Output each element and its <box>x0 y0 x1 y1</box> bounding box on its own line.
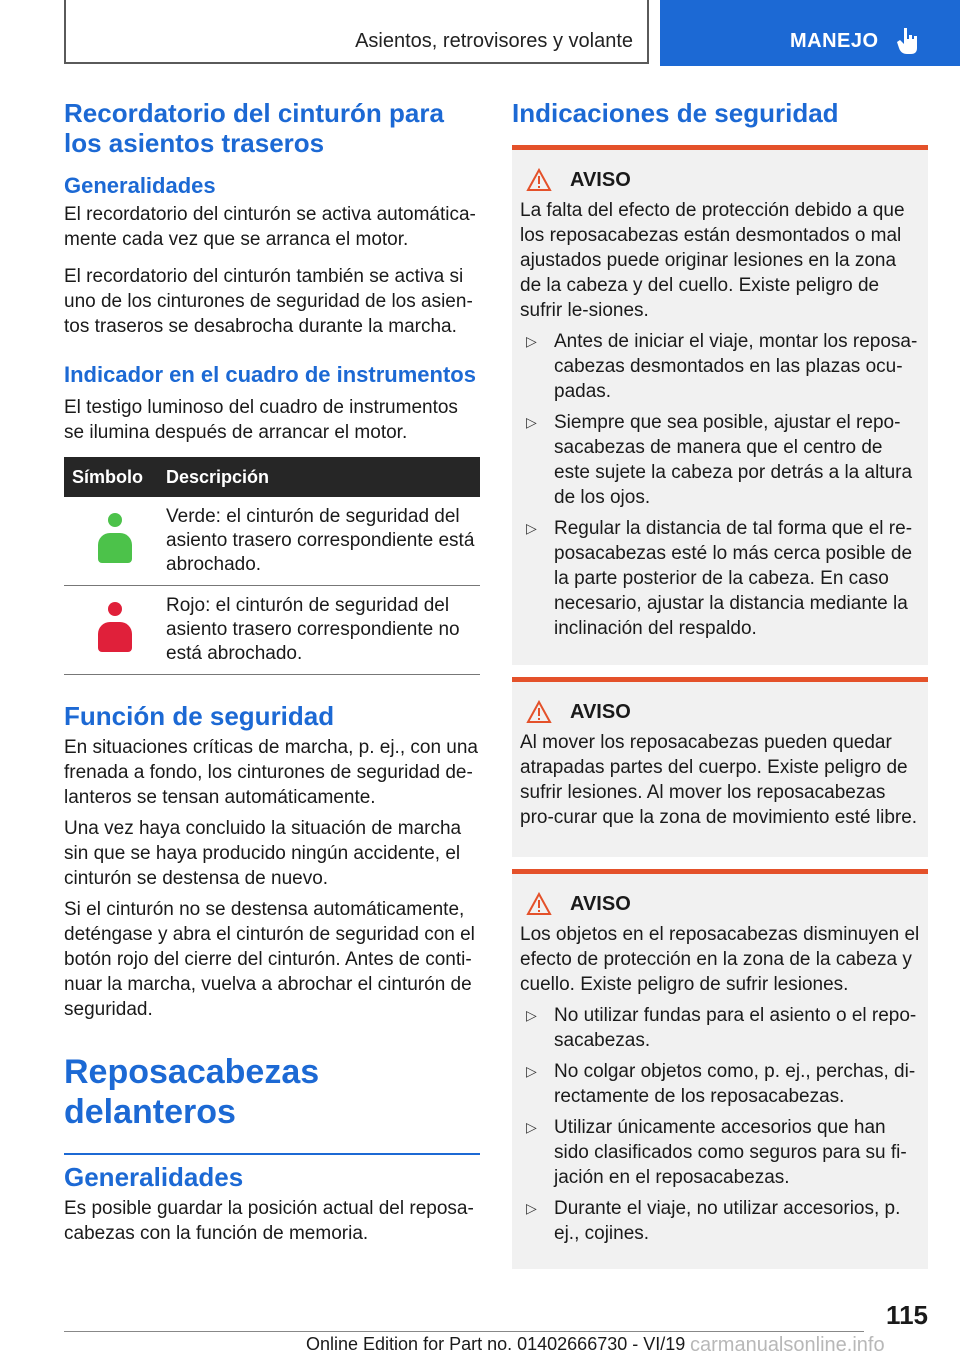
bullet-icon: ▷ <box>526 520 537 536</box>
safety-function-paragraph-2: Una vez haya concluido la situación de marcha sin que se haya producido ningún accidente, el cinturón se destensa de nuevo. <box>64 818 462 889</box>
list-item-text: Regular la distancia de tal forma que el re-posacabezas esté lo más cerca posible de la parte posterior de la cabeza. En caso necesario, ajustar la distancia mediante la inclinación del respaldo. <box>554 518 913 639</box>
safety-function-paragraph-3: Si el cinturón no se destensa automáticamente, deténgase y abra el cinturón de seguridad con el botón rojo del cierre del cinturón. Antes de conti-nuar la marcha, vuelva a abrochar el cinturón de seguridad. <box>64 899 475 1020</box>
list-item <box>520 516 920 641</box>
warning-triangle-icon <box>526 700 552 724</box>
bullet-icon: ▷ <box>526 333 537 349</box>
symbol-table <box>64 457 480 675</box>
hand-pointer-icon <box>895 26 921 56</box>
warning-triangle-icon <box>526 892 552 916</box>
header-chapter-tab <box>660 0 960 66</box>
list-item <box>520 1115 920 1190</box>
description-column-header: Descripción <box>158 457 480 497</box>
seatbelt-red-icon <box>98 602 132 654</box>
indicator-heading: Indicador en el cuadro de instrumentos <box>64 362 476 387</box>
bullet-icon: ▷ <box>526 1063 537 1079</box>
warning-text: Los objetos en el reposacabezas disminuyen el efecto de protección en la zona de la cabeza y cuello. Existe peligro de sufrir lesiones. <box>520 924 920 995</box>
table-row <box>64 586 480 675</box>
list-item <box>520 1196 920 1246</box>
warning-label: AVISO <box>570 168 631 191</box>
general-paragraph-1: El recordatorio del cinturón se activa automática-mente cada vez que se arranca el motor. <box>64 204 476 250</box>
right-column <box>512 98 928 128</box>
left-column <box>64 98 480 1246</box>
warning-box-1 <box>512 145 928 665</box>
general-heading: Generalidades <box>64 173 216 198</box>
front-headrests-heading: Reposacabezas delanteros <box>64 1053 320 1131</box>
seatbelt-green-icon <box>98 513 132 565</box>
general-paragraph-2: El recordatorio del cinturón también se activa si uno de los cinturones de seguridad de los asien-tos traseros se desabrocha durante la marcha. <box>64 266 473 337</box>
bullet-icon: ▷ <box>526 1200 537 1216</box>
list-item <box>520 329 920 404</box>
list-item-text: Siempre que sea posible, ajustar el repo-sacabezas de manera que el centro de este sujete la cabeza por detrás a la altura de los ojos. <box>554 412 913 508</box>
footer-divider <box>64 1331 864 1332</box>
description-cell: Rojo: el cinturón de seguridad del asiento trasero correspondiente no está abrochado. <box>158 586 480 675</box>
watermark: carmanualsonline.info <box>690 1334 885 1356</box>
headrests-general-paragraph: Es posible guardar la posición actual del reposa-cabezas con la función de memoria. <box>64 1198 474 1244</box>
warning-list <box>520 1003 920 1246</box>
safety-function-heading: Función de seguridad <box>64 701 335 731</box>
safety-notes-title: Indicaciones de seguridad <box>512 98 839 128</box>
bullet-icon: ▷ <box>526 1119 537 1135</box>
headrests-general-heading: Generalidades <box>64 1162 244 1192</box>
table-row <box>64 497 480 586</box>
warning-label: AVISO <box>570 892 631 915</box>
header-section-title: Asientos, retrovisores y volante <box>355 30 633 52</box>
header-section-tab <box>64 0 649 64</box>
list-item <box>520 1059 920 1109</box>
bullet-icon: ▷ <box>526 414 537 430</box>
list-item <box>520 410 920 510</box>
warning-box-3 <box>512 869 928 1269</box>
warning-triangle-icon <box>526 168 552 192</box>
symbol-cell <box>64 497 158 586</box>
list-item-text: Durante el viaje, no utilizar accesorios, p. ej., cojines. <box>554 1198 901 1244</box>
list-item <box>520 1003 920 1053</box>
list-item-text: No colgar objetos como, p. ej., perchas, di-rectamente de los reposacabezas. <box>554 1061 916 1107</box>
header-chapter-label: MANEJO <box>790 30 879 52</box>
list-item-text: Antes de iniciar el viaje, montar los reposa-cabezas desmontados en las plazas ocu-padas. <box>554 331 918 402</box>
belt-reminder-title: Recordatorio del cinturón para los asientos traseros <box>64 98 444 158</box>
list-item-text: No utilizar fundas para el asiento o el repo-sacabezas. <box>554 1005 917 1051</box>
section-divider <box>64 1153 480 1155</box>
warning-list <box>520 329 920 641</box>
footer-edition: Online Edition for Part no. 01402666730 - VI/19 <box>306 1334 686 1354</box>
bullet-icon: ▷ <box>526 1007 537 1023</box>
warning-text: Al mover los reposacabezas pueden quedar atrapadas partes del cuerpo. Existe peligro de sufrir lesiones. Al mover los reposacabezas pro-curar que la zona de movimiento esté libre. <box>520 732 918 828</box>
description-cell: Verde: el cinturón de seguridad del asiento trasero correspondiente está abrochado. <box>158 497 480 586</box>
indicator-paragraph: El testigo luminoso del cuadro de instrumentos se ilumina después de arrancar el motor. <box>64 397 458 443</box>
page-number: 115 <box>886 1300 928 1330</box>
warning-text: La falta del efecto de protección debido a que los reposacabezas están desmontados o mal ajustados puede originar lesiones en la zona de la cabeza y del cuello. Existe peligro de sufrir le-siones. <box>520 200 905 321</box>
warning-label: AVISO <box>570 700 631 723</box>
warning-box-2 <box>512 677 928 857</box>
symbol-column-header: Símbolo <box>64 457 158 497</box>
safety-function-paragraph-1: En situaciones críticas de marcha, p. ej., con una frenada a fondo, los cinturones de seguridad de-lanteros se tensan automáticamente. <box>64 737 478 808</box>
symbol-cell <box>64 586 158 675</box>
list-item-text: Utilizar únicamente accesorios que han sido clasificados como seguros para su fi-jación en el reposacabezas. <box>554 1117 907 1188</box>
